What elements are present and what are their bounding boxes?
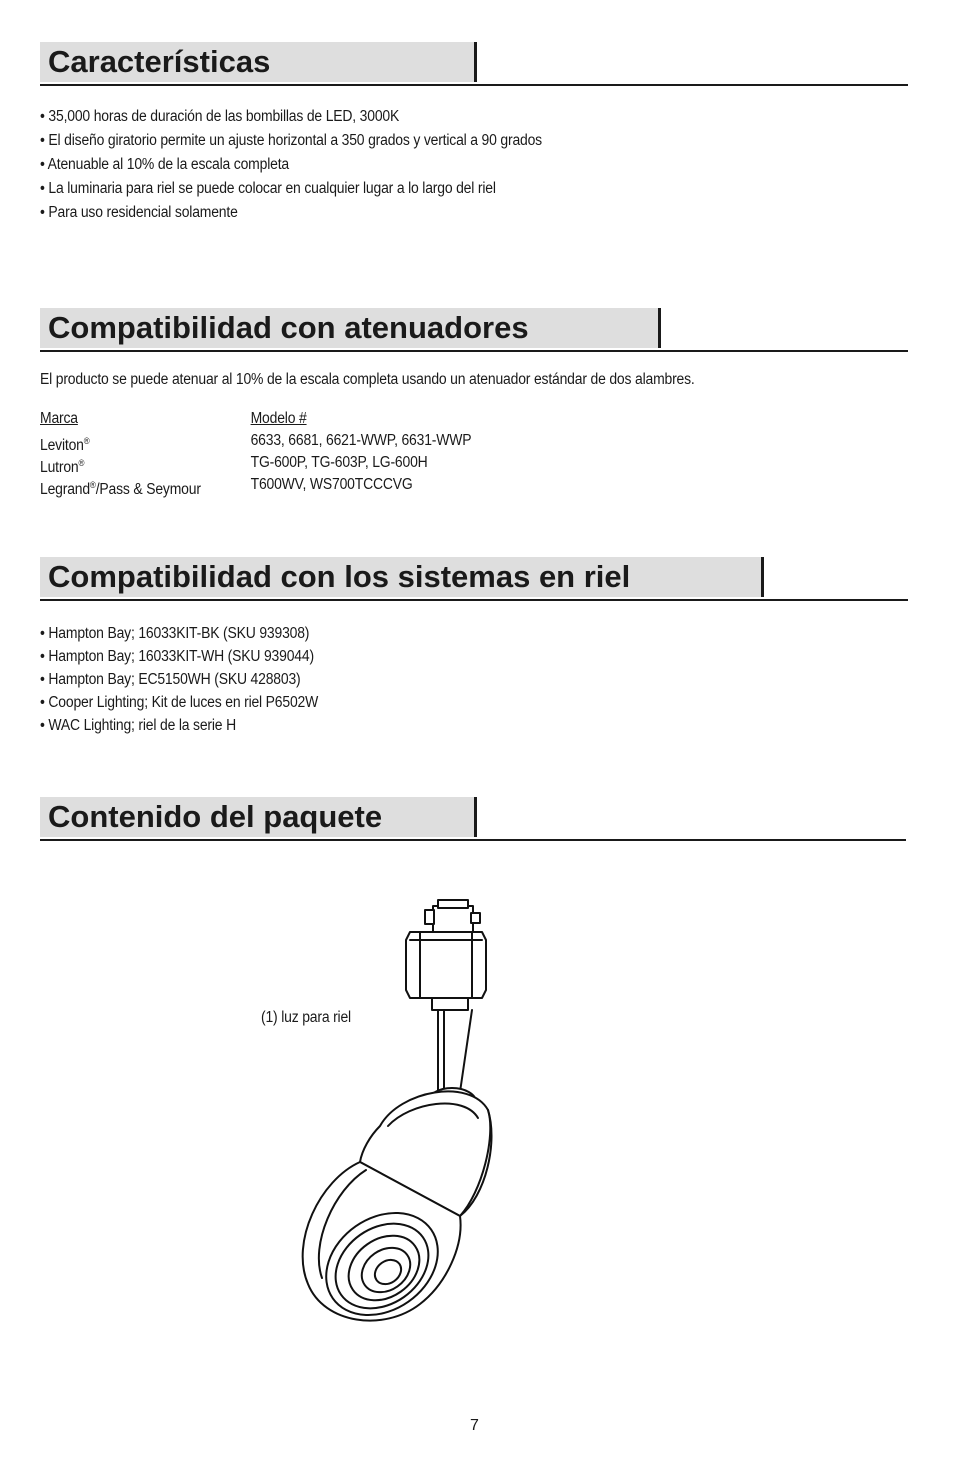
section-title: Compatibilidad con atenuadores (48, 310, 529, 345)
brand-cell: Leviton® (40, 436, 90, 454)
section-tab (40, 308, 661, 348)
table-row (40, 430, 598, 452)
list-item: • La luminaria para riel se puede colocar en cualquier lugar a lo largo del riel (40, 180, 496, 197)
col-model-header: Modelo # (250, 410, 307, 427)
fixture-caption: (1) luz para riel (261, 1009, 351, 1026)
brand-cell: Lutron® (40, 458, 85, 476)
page-number: 7 (470, 1417, 479, 1434)
dimmer-table (40, 408, 598, 496)
track-list (40, 622, 318, 737)
table-header-row (40, 408, 598, 430)
list-item: • Para uso residencial solamente (40, 204, 238, 221)
list-item: • Atenuable al 10% de la escala completa (40, 156, 289, 173)
model-cell: TG-600P, TG-603P, LG-600H (250, 454, 428, 471)
brand-cell: Legrand®/Pass & Seymour (40, 480, 201, 498)
model-cell: T600WV, WS700TCCCVG (250, 476, 413, 493)
section-tab (40, 42, 477, 82)
section-header-features (40, 42, 908, 86)
section-title: Compatibilidad con los sistemas en riel (48, 559, 631, 594)
dimmer-intro: El producto se puede atenuar al 10% de la escala completa usando un atenuador estándar de dos alambres. (40, 371, 695, 388)
list-item: • WAC Lighting; riel de la serie H (40, 717, 236, 734)
table-row (40, 452, 598, 474)
model-cell: 6633, 6681, 6621-WWP, 6631-WWP (250, 432, 472, 449)
section-title: Características (48, 44, 271, 79)
section-header-dimmers (40, 308, 908, 352)
list-item: • Hampton Bay; EC5150WH (SKU 428803) (40, 671, 301, 688)
list-item: • Cooper Lighting; Kit de luces en riel P6502W (40, 694, 319, 711)
list-item: • Hampton Bay; 16033KIT-WH (SKU 939044) (40, 648, 314, 665)
section-tab (40, 797, 477, 837)
features-list (40, 105, 542, 225)
list-item: • 35,000 horas de duración de las bombillas de LED, 3000K (40, 108, 400, 125)
track-light-fixture-icon (260, 880, 520, 1340)
section-header-track (40, 557, 908, 601)
section-header-package (40, 797, 906, 841)
section-tab (40, 557, 764, 597)
list-item: • El diseño giratorio permite un ajuste horizontal a 350 grados y vertical a 90 grados (40, 132, 542, 149)
list-item: • Hampton Bay; 16033KIT-BK (SKU 939308) (40, 625, 310, 642)
section-title: Contenido del paquete (48, 799, 383, 834)
col-brand-header: Marca (40, 410, 78, 427)
table-row (40, 474, 598, 496)
